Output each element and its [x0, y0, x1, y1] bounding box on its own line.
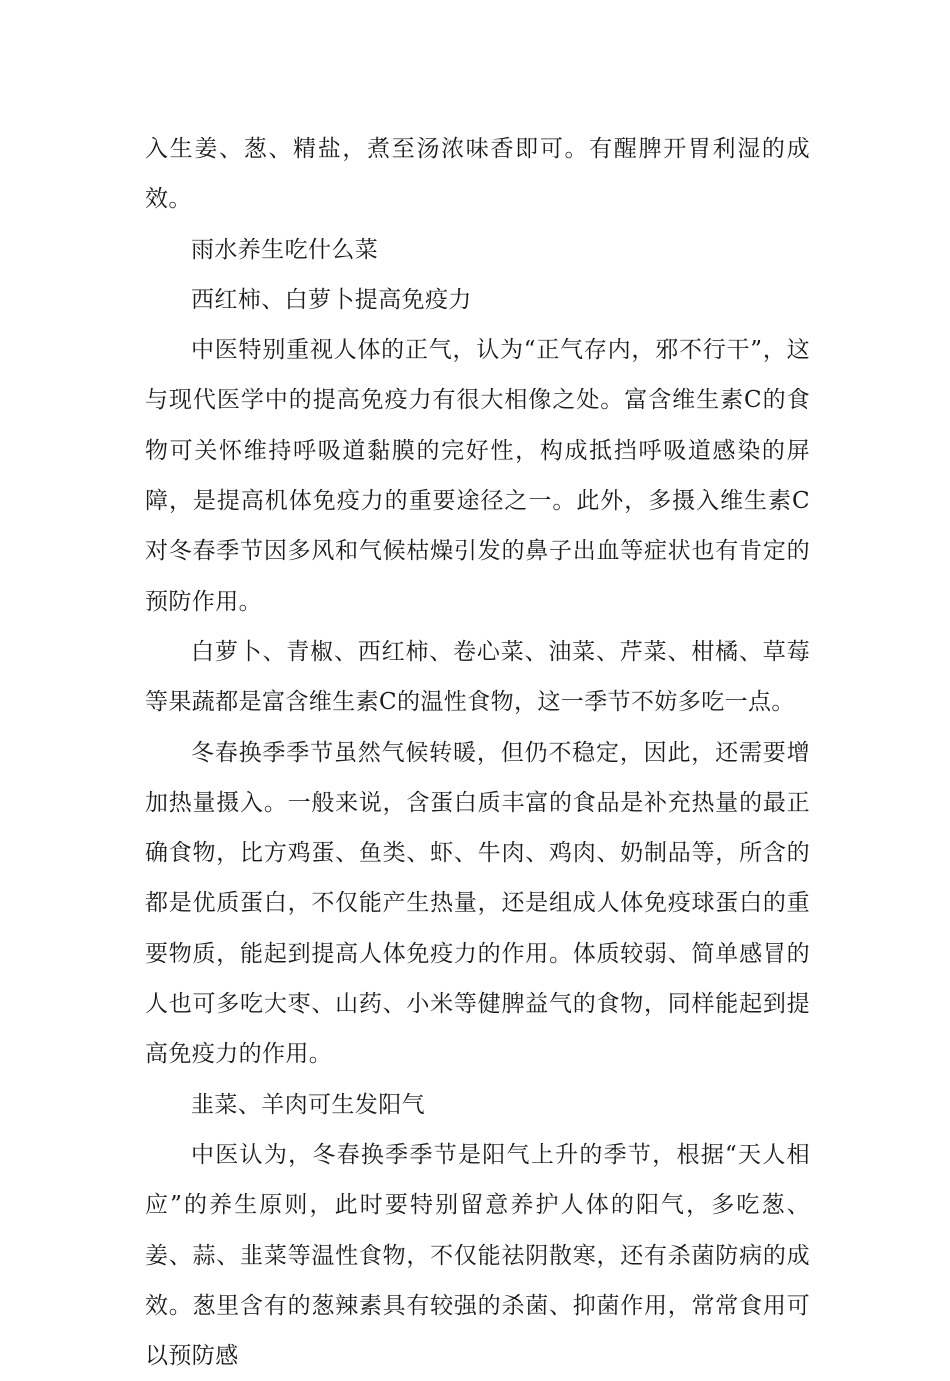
subheading-tomato-radish: 西红柿、白萝卜提高免疫力	[191, 286, 472, 313]
subheading-leek-lamb: 韭菜、羊肉可生发阳气	[191, 1091, 425, 1118]
paragraph-vegetables: 白萝卜、青椒、西红柿、卷心菜、油菜、芹菜、柑橘、草莓等果蔬都是富含维生素C的温性食物，这一季节不妨多吃一点。	[145, 638, 810, 716]
paragraph-protein: 冬春换季季节虽然气候转暖，但仍不稳定，因此，还需要增加热量摄入。一般来说，含蛋白质丰富的食品是补充热量的最正确食物，比方鸡蛋、鱼类、虾、牛肉、鸡肉、奶制品等，所含的都是优质蛋白，不仅能产生热量，还是组成人体免疫球蛋白的重要物质，能起到提高人体免疫力的作用。体质较弱、简单感冒的人也可多吃大枣、山药、小米等健脾益气的食物，同样能起到提高免疫力的作用。	[145, 739, 810, 1068]
heading-rain-water-diet: 雨水养生吃什么菜	[191, 236, 379, 263]
paragraph-yang-qi: 中医认为，冬春换季季节是阳气上升的季节，根据“天人相应”的养生原则，此时要特别留意养护人体的阳气，多吃葱、姜、蒜、韭菜等温性食物，不仅能祛阴散寒，还有杀菌防病的成效。葱里含有的葱辣素具有较强的杀菌、抑菌作用，常常食用可以预防感	[145, 1141, 810, 1370]
document-body	[145, 124, 810, 1381]
paragraph-continuation: 入生姜、葱、精盐，煮至汤浓味香即可。有醒脾开胃利湿的成效。	[145, 136, 810, 213]
paragraph-vitamin-c: 中医特别重视人体的正气，认为“正气存内，邪不行干”，这与现代医学中的提高免疫力有很大相像之处。富含维生素C的食物可关怀维持呼吸道黏膜的完好性，构成抵挡呼吸道感染的屏障，是提高机体免疫力的重要途径之一。此外，多摄入维生素C对冬春季节因多风和气候枯燥引发的鼻子出血等症状也有肯定的预防作用。	[145, 337, 810, 615]
